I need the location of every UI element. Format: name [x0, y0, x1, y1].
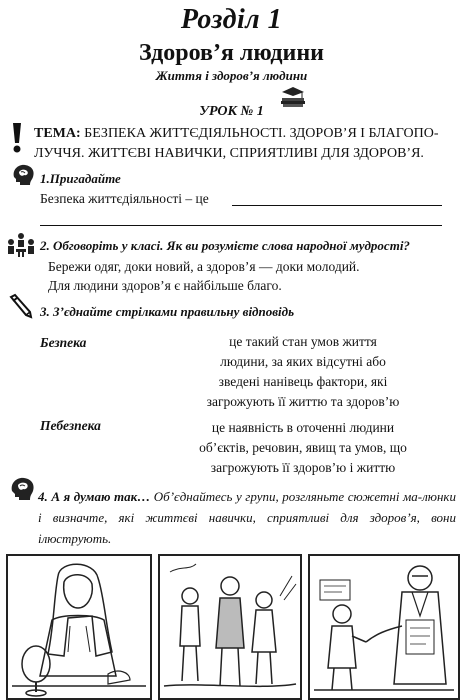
section2-heading: 2. Обговоріть у класі. Як ви розумієте слова народної мудрості?	[40, 238, 410, 253]
definition-2-line: це наявність в оточенні людини	[211, 420, 395, 435]
proverb-2: Для людини здоров’я є найбільше благо.	[48, 278, 282, 293]
definition-1-line: людини, за яких відсутні або	[220, 354, 386, 369]
answer-line-1[interactable]	[232, 205, 442, 206]
section4-text	[38, 486, 456, 549]
definition-2-line: загрожують її здоров’ю і життю	[210, 460, 396, 475]
section4-instruction: Об’єднайтесь у групи, розгляньте сюжетні ма-люнки і визначте, які життєві навички, сприятливі для здоров’я, вони ілюструють.	[38, 489, 456, 546]
head-brain-icon	[10, 163, 36, 187]
proverb-1: Бережи одяг, доки новий, а здоров’я — доки молодий.	[48, 259, 360, 274]
illustration-panel-2[interactable]	[158, 554, 302, 700]
page-title: Здоров’я людини	[139, 40, 324, 66]
definition-1-line: це такий стан умов життя	[229, 334, 377, 349]
theme-text: БЕЗПЕКА ЖИТТЄДІЯЛЬНОСТІ. ЗДОРОВ’Я І БЛАГОПО-ЛУЧЧЯ. ЖИТТЄВІ НАВИЧКИ, СПРИЯТЛИВІ ДЛЯ ЗДОРОВ’Я.	[34, 126, 439, 161]
section4-lead: 4. А я думаю так…	[38, 489, 151, 504]
term-2[interactable]: Пебезпека	[40, 418, 101, 433]
chapter-title: Розділ 1	[180, 4, 283, 35]
group-discussion-icon	[6, 232, 36, 258]
answer-line-2[interactable]	[40, 225, 442, 226]
family-walking-illustration	[160, 556, 300, 698]
definition-2-line: об’єктів, речовин, явищ та умов, що	[199, 440, 407, 455]
term-1[interactable]: Безпека	[40, 335, 87, 350]
section1-prompt: Безпека життєдіяльності – це	[40, 191, 209, 206]
doctor-and-child-illustration	[310, 556, 458, 698]
definition-2[interactable]	[178, 418, 428, 478]
page-subtitle: Життя і здоров’я людини	[155, 68, 308, 83]
illustration-panel-3[interactable]	[308, 554, 460, 700]
exclamation-icon	[10, 122, 24, 154]
definition-1-line: зведені нанівець фактори, які	[218, 374, 388, 389]
section1-heading: 1.Пригадайте	[40, 171, 121, 186]
theme-label: ТЕМА:	[34, 126, 81, 141]
lesson-label: УРОК № 1	[199, 104, 264, 119]
section3-heading: 3. З’єднайте стрілками правильну відповідь	[40, 304, 295, 319]
head-thinking-icon	[8, 476, 36, 502]
illustration-panel-1[interactable]	[6, 554, 152, 700]
definition-1[interactable]	[178, 332, 428, 412]
pencil-icon	[8, 293, 34, 319]
woman-with-mirror-illustration	[8, 556, 150, 698]
books-graduation-cap-icon	[278, 86, 308, 108]
definition-1-line: загрожують її життю та здоров’ю	[206, 394, 400, 409]
theme-block	[34, 124, 444, 164]
